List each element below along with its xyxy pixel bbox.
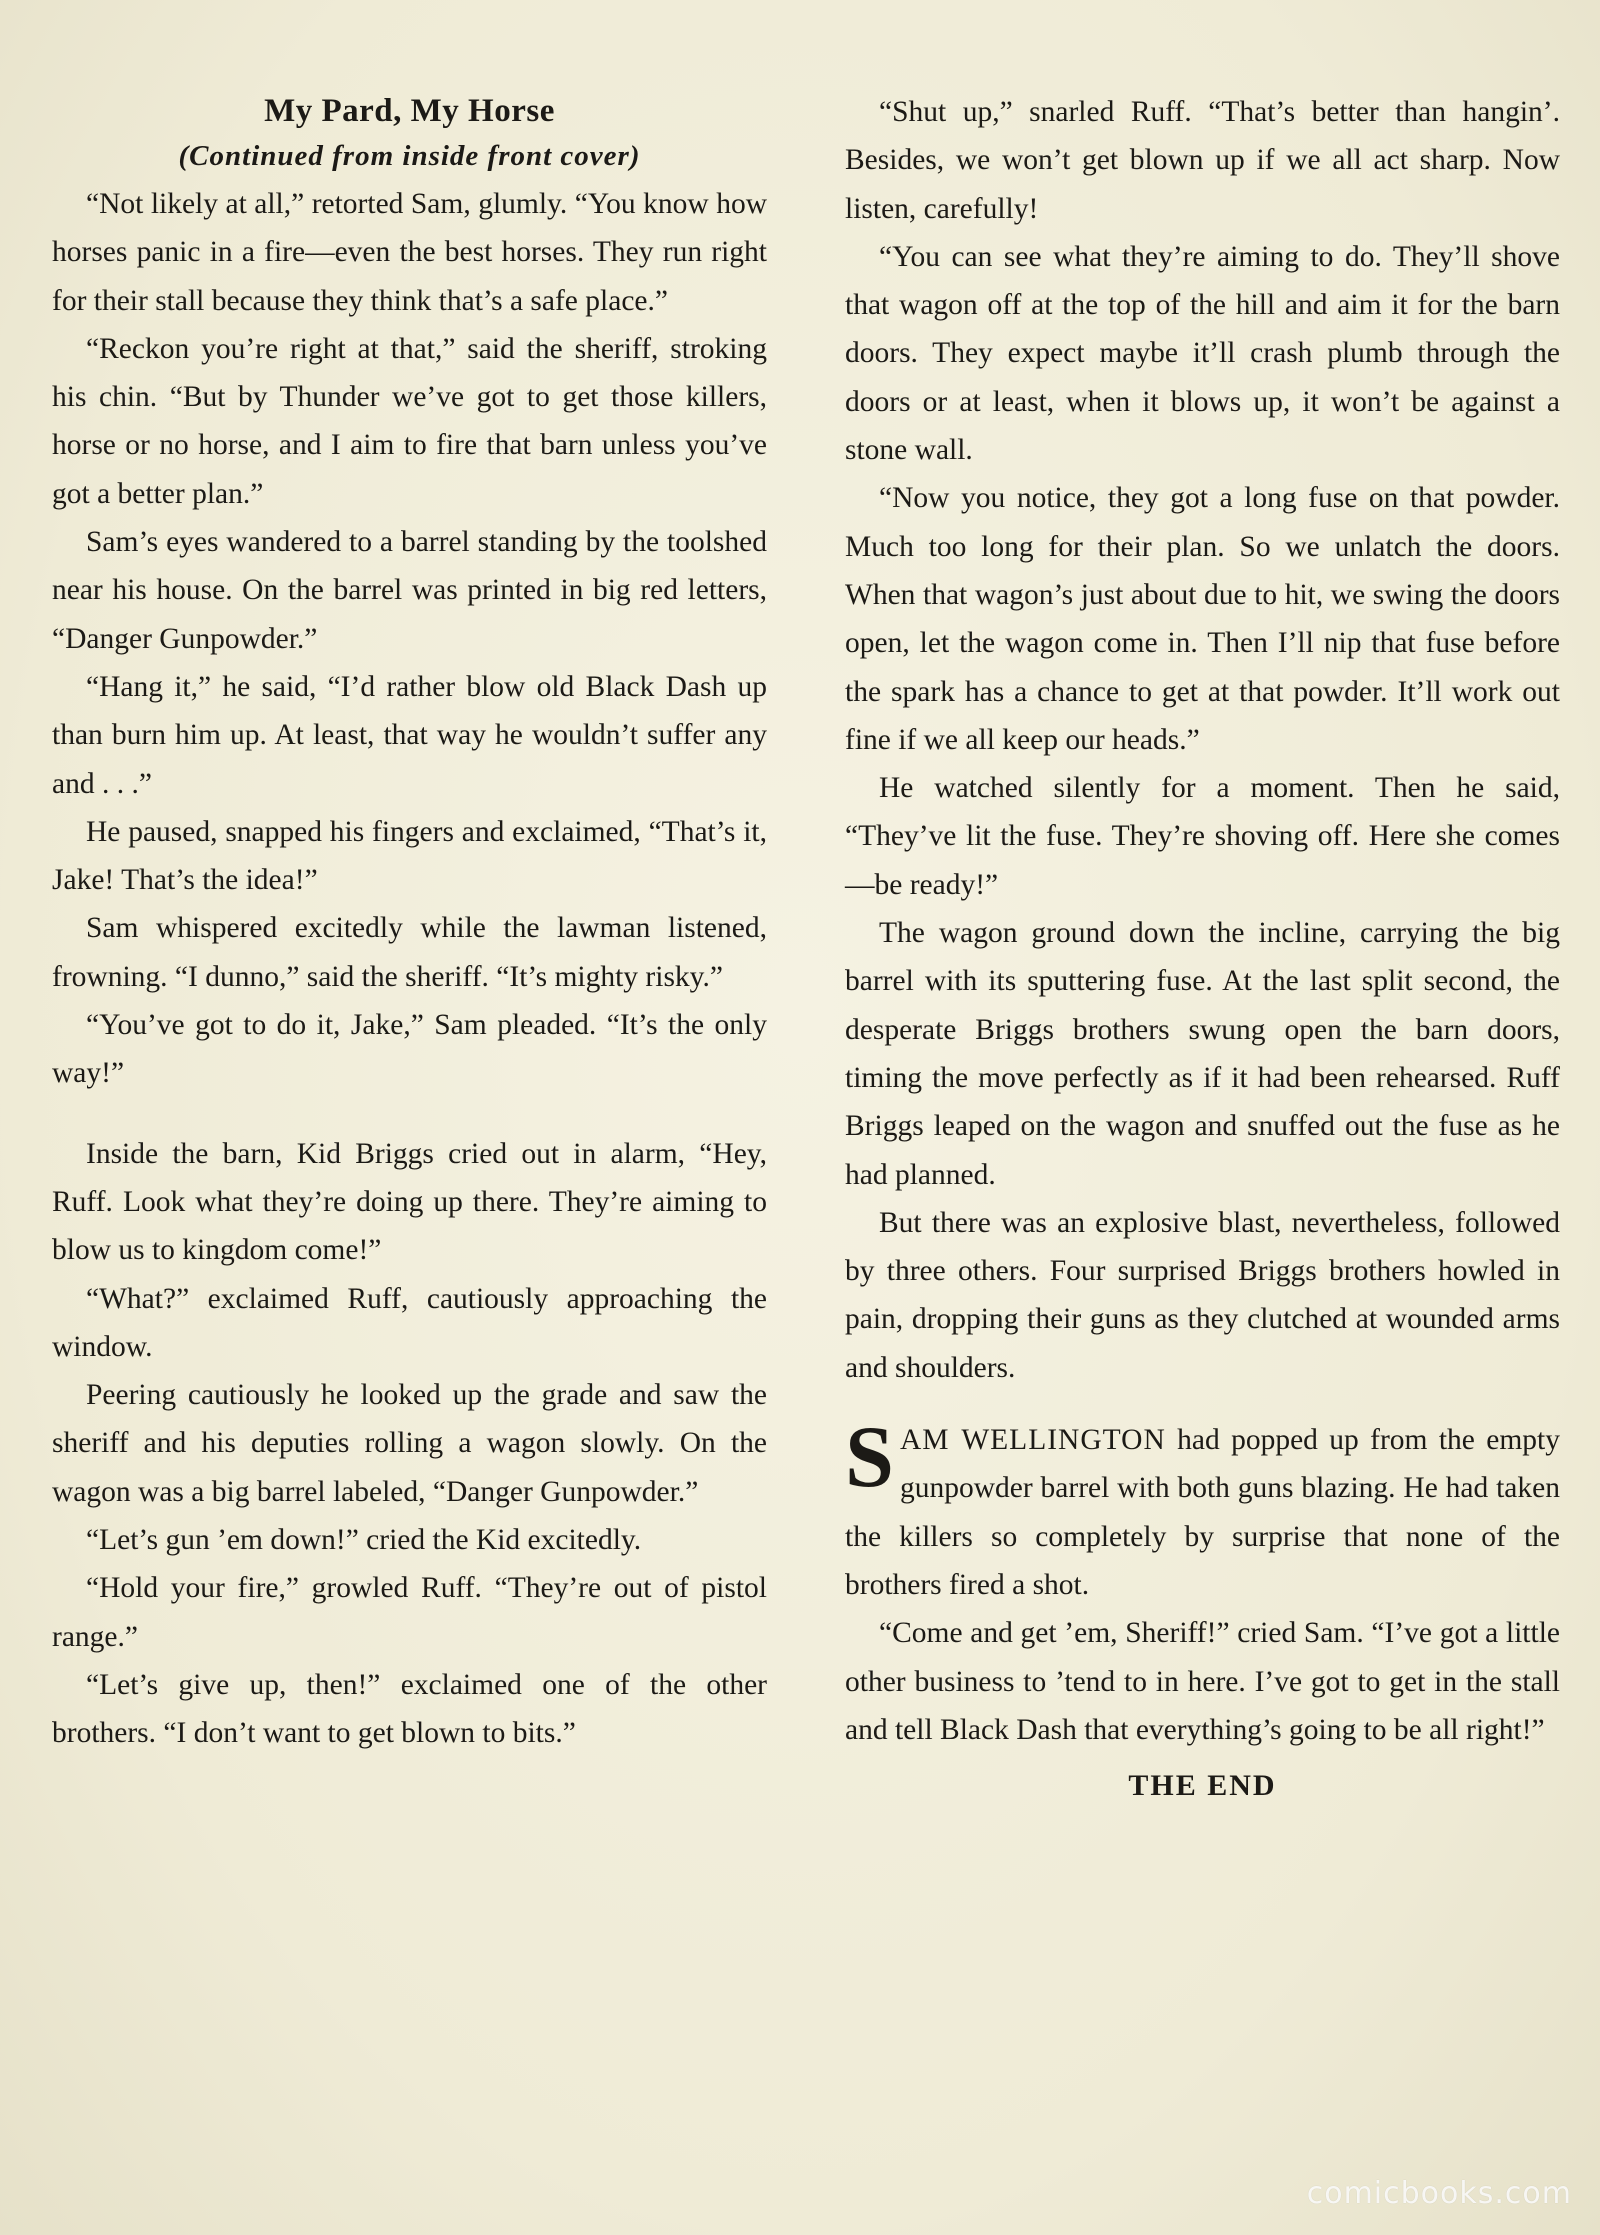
paragraph: He paused, snapped his fingers and exclaimed, “That’s it, Jake! That’s the idea!”	[52, 815, 767, 897]
paragraph: He watched silently for a moment. Then he said, “They’ve lit the fuse. They’re shoving off. Here she comes—be ready!”	[845, 772, 1560, 901]
paragraph: But there was an explosive blast, nevertheless, followed by three others. Four surprised Briggs brothers howled in pain, dropping their guns as they clutched at wounded arms and shoulders.	[845, 1206, 1560, 1384]
right-column	[845, 88, 1560, 1810]
paragraph: The wagon ground down the incline, carrying the big barrel with its sputtering fuse. At the last split second, the desperate Briggs brothers swung open the barn doors, timing the move perfectly as if it had been rehearsed. Ruff Briggs leaped on the wagon and snuffed out the fuse as he had planned.	[845, 917, 1560, 1191]
paragraph: Peering cautiously he looked up the grade and saw the sheriff and his deputies rolling a wagon slowly. On the wagon was a big barrel labeled, “Danger Gunpowder.”	[52, 1379, 767, 1508]
paragraph: “You can see what they’re aiming to do. They’ll shove that wagon off at the top of the hill and aim it for the barn doors. They expect maybe it’ll crash plumb through the doors or at least, when it blows up, it won’t be against a stone wall.	[845, 240, 1560, 467]
paragraph: “You’ve got to do it, Jake,” Sam pleaded. “It’s the only way!”	[52, 1009, 767, 1090]
paragraph: Inside the barn, Kid Briggs cried out in alarm, “Hey, Ruff. Look what they’re doing up there. They’re aiming to blow us to kingdom come!”	[52, 1137, 767, 1267]
watermark: comicbooks.com	[1306, 2176, 1572, 2211]
dropcap-paragraph	[845, 1409, 1560, 1609]
paragraph: Sam’s eyes wandered to a barrel standing by the toolshed near his house. On the barrel was printed in big red letters, “Danger Gunpowder.”	[52, 526, 767, 655]
paragraph: “Shut up,” snarled Ruff. “That’s better than hangin’. Besides, we won’t get blown up if we all act sharp. Now listen, carefully!	[845, 96, 1560, 225]
the-end: THE END	[1128, 1769, 1277, 1803]
left-column	[52, 88, 767, 1758]
lead-in: AM WELLINGTON	[899, 1424, 1166, 1457]
paragraph: “Hang it,” he said, “I’d rather blow old Black Dash up than burn him up. At least, that way he wouldn’t suffer any and . . .”	[52, 670, 767, 800]
paragraph-text: had popped up from the empty gunpowder barrel with both guns blazing. He had taken the killers so completely by surprise that none of the brothers fired a shot.	[845, 1424, 1560, 1601]
paragraph: “Now you notice, they got a long fuse on that powder. Much too long for their plan. So we unlatch the doors. When that wagon’s just about due to hit, we swing the doors open, let the wagon come in. Then I’ll nip that fuse before the spark has a chance to get at that powder. It’ll work out fine if we all keep our heads.”	[845, 482, 1560, 756]
paragraph: Sam whispered excitedly while the lawman listened, frowning. “I dunno,” said the sheriff. “It’s mighty risky.”	[52, 912, 767, 993]
paragraph: “Hold your fire,” growled Ruff. “They’re out of pistol range.”	[52, 1572, 767, 1653]
paragraph: “Not likely at all,” retorted Sam, glumly. “You know how horses panic in a fire—even the best horses. They run right for their stall because they think that’s a safe place.”	[52, 188, 767, 317]
drop-cap: S	[845, 1409, 894, 1507]
story-subtitle: (Continued from inside front cover)	[178, 140, 641, 172]
story-title: My Pard, My Horse	[264, 93, 555, 129]
paragraph: “Let’s gun ’em down!” cried the Kid excitedly.	[86, 1524, 642, 1557]
paragraph: “What?” exclaimed Ruff, cautiously approaching the window.	[52, 1282, 767, 1363]
paragraph: “Let’s give up, then!” exclaimed one of the other brothers. “I don’t want to get blown to bits.”	[52, 1668, 767, 1750]
paragraph: “Come and get ’em, Sheriff!” cried Sam. “I’ve got a little other business to ’tend to in here. I’ve got to get in the stall and tell Black Dash that everything’s going to be all right!”	[845, 1617, 1560, 1746]
paragraph: “Reckon you’re right at that,” said the sheriff, stroking his chin. “But by Thunder we’ve got to get those killers, horse or no horse, and I aim to fire that barn unless you’ve got a better plan.”	[52, 332, 767, 510]
